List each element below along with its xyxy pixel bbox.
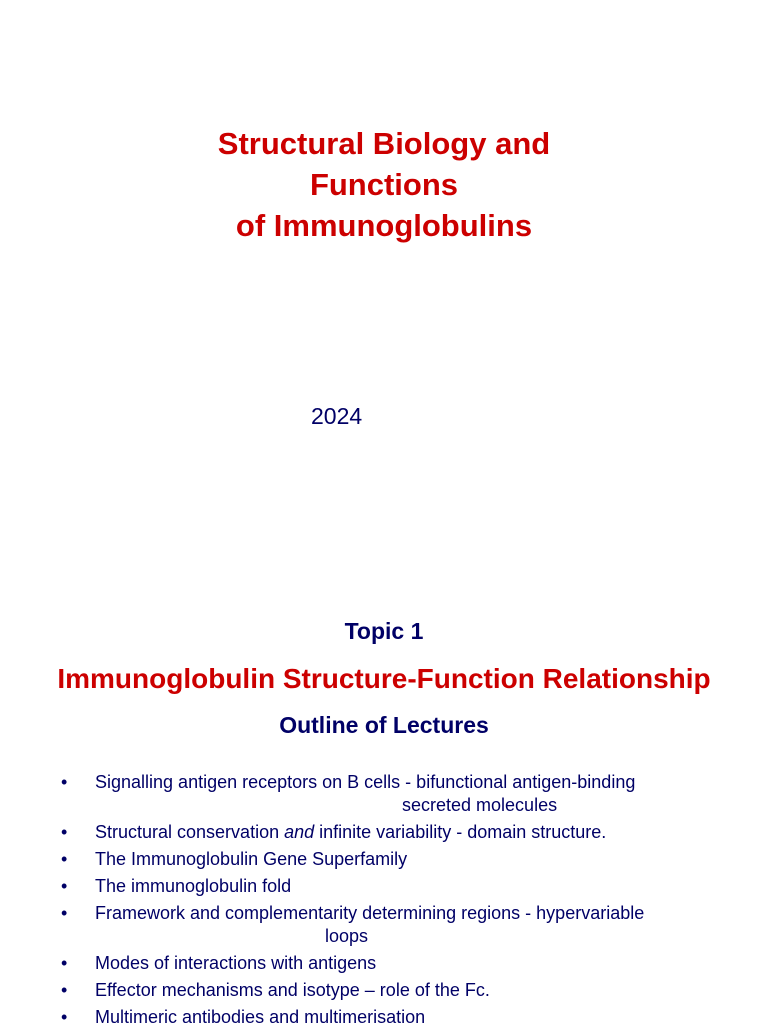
- bullet-icon: •: [61, 953, 68, 973]
- bullet-icon: •: [61, 903, 68, 923]
- lecture-text-continuation: loops: [325, 926, 369, 946]
- bullet-icon: •: [61, 980, 68, 1000]
- lecture-item: [0, 875, 768, 898]
- bullet-icon: •: [61, 1007, 68, 1024]
- lecture-text: Modes of interactions with antigens: [95, 953, 377, 973]
- lecture-text: Signalling antigen receptors on B cells - bifunctional antigen-binding: [95, 772, 636, 792]
- lecture-text: The Immunoglobulin Gene Superfamily: [95, 849, 408, 869]
- lecture-text-emphasis: and: [284, 822, 315, 842]
- bullet-icon: •: [61, 772, 68, 792]
- bullet-icon: •: [61, 822, 68, 842]
- lecture-text: Effector mechanisms and isotype – role of the Fc.: [95, 980, 490, 1000]
- lecture-item: [0, 821, 768, 844]
- lecture-text-continuation: secreted molecules: [402, 795, 558, 815]
- lecture-item: [0, 979, 768, 1002]
- lecture-item: [0, 952, 768, 975]
- slide-title: [0, 123, 768, 246]
- lecture-item: [0, 848, 768, 871]
- lecture-item: [0, 1006, 768, 1024]
- lecture-text: Framework and complementarity determining regions - hypervariable: [95, 903, 645, 923]
- lecture-text-pre: Structural conservation: [95, 822, 285, 842]
- lecture-item: [0, 902, 768, 948]
- title-line-2: Functions: [309, 167, 459, 202]
- topic-title: Immunoglobulin Structure-Function Relationship: [57, 663, 711, 694]
- topic-heading: Topic 1: [344, 618, 424, 644]
- bullet-icon: •: [61, 876, 68, 896]
- lecture-text-post: infinite variability - domain structure.: [314, 822, 607, 842]
- bullet-icon: •: [61, 849, 68, 869]
- year-label: 2024: [311, 403, 363, 429]
- outline-heading: Outline of Lectures: [279, 712, 489, 738]
- title-line-1: Structural Biology and: [217, 126, 551, 161]
- lecture-list: [0, 771, 768, 1024]
- lecture-text: The immunoglobulin fold: [95, 876, 292, 896]
- lecture-text: Multimeric antibodies and multimerisation: [95, 1007, 426, 1024]
- title-line-3: of Immunoglobulins: [235, 208, 533, 243]
- lecture-item: [0, 771, 768, 817]
